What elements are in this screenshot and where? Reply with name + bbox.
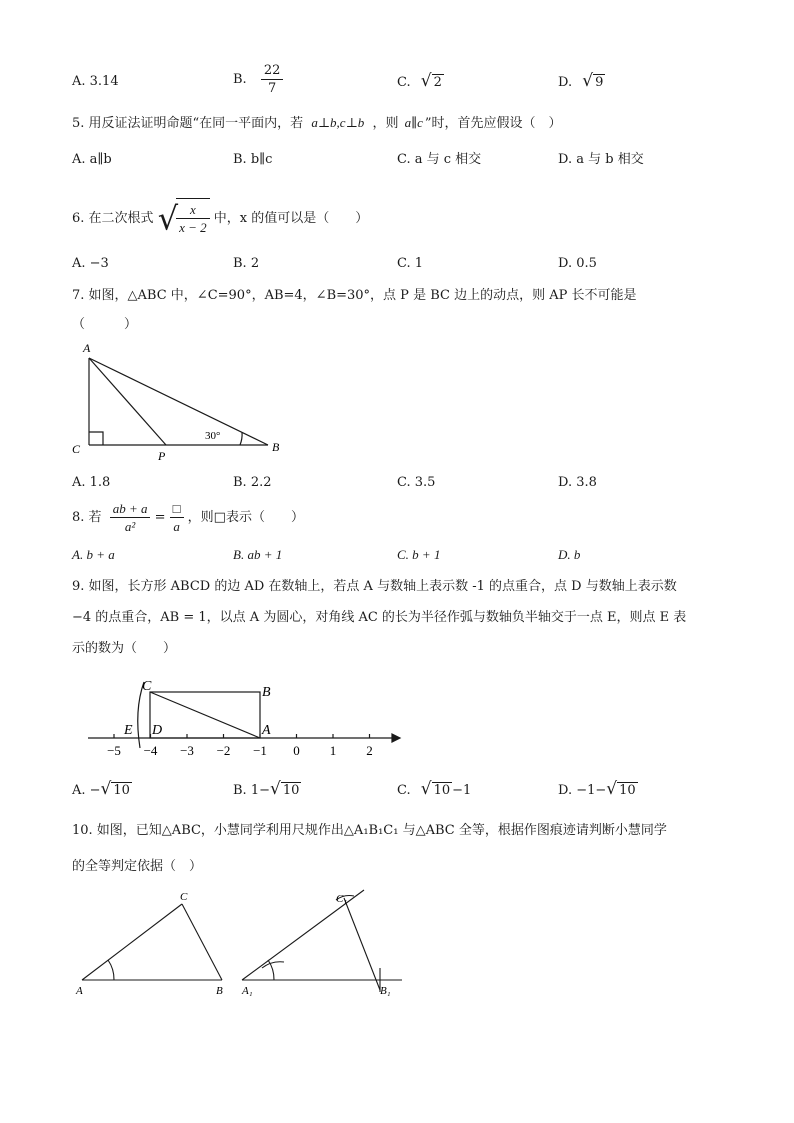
q5-text-a: 5. 用反证法证明命题“在同一平面内，若 [72,116,304,131]
q8-option-b[interactable]: B. ab + 1 [233,547,283,562]
q4-option-c[interactable] [397,72,444,92]
numerator: □ [170,500,184,518]
q10-stem-line1: 10. 如图，已知△ABC，小慧同学利用尺规作出△A₁B₁C₁ 与△ABC 全等，根据作图痕迹请判断小慧同学 [72,823,667,838]
right-side-cb [344,898,380,990]
radical-body [176,198,210,239]
radicand: 2 [433,75,442,90]
q5-text-c: ”时，首先应假设（ ） [424,116,562,131]
label-a: A [83,341,91,355]
numerator: x [176,201,210,219]
sqrt-sign: √ [269,779,281,799]
axis-tick-label: −4 [143,743,158,758]
q7-option-c[interactable]: C. 3.5 [397,475,436,490]
lhs-fraction [110,500,151,535]
q7-stem-line2: （ ） [72,317,138,332]
left-label-c: C [180,891,188,903]
q9-figure [80,670,410,765]
q9-option-c[interactable] [397,780,471,800]
option-label: C. [397,75,411,90]
q6-radical [158,198,210,239]
axis-tick-label: −3 [180,743,194,758]
option-suffix: −1 [452,783,472,798]
axis-tick-label: 0 [293,743,300,758]
sqrt-sign: √ [157,199,179,238]
q4-option-a[interactable]: A. 3.14 [72,74,119,89]
diagonal-ac [150,692,260,738]
left-label-b: B [216,985,223,997]
radicand: 10 [433,783,451,798]
option-label: D. [558,75,573,90]
angle-label: 30° [205,430,221,442]
numerator: 22 [261,62,284,80]
side-ab [89,358,268,445]
q6-suffix: 中，x 的值可以是（ ） [213,211,369,226]
axis-tick-label: −2 [216,743,231,758]
q8-option-a[interactable]: A. b + a [72,547,115,562]
q7-stem-line1: 7. 如图，△ABC 中，∠C=90°，AB=4，∠B=30°，点 P 是 BC 边上的动点，则 AP 长不可能是 [72,288,637,303]
q5-condition: a⊥b,c⊥b [311,115,365,130]
q5-option-c[interactable]: C. a 与 c 相交 [397,152,482,167]
q9-stem-line3: 示的数为（ ） [72,641,177,656]
q8-option-d[interactable]: D. b [558,547,581,562]
q5-option-d[interactable]: D. a 与 b 相交 [558,152,644,167]
right-angle-mark [89,432,103,445]
q4-option-b[interactable] [233,62,283,97]
equals-sign: = [154,510,166,525]
denominator: a [173,519,180,534]
label-c: C [72,442,81,456]
q8-option-c[interactable]: C. b + 1 [397,547,441,562]
sqrt-sign: √ [582,71,594,91]
label-a: A [262,723,271,738]
left-arc-a [108,960,114,980]
numerator: ab + a [110,500,151,518]
axis-tick-label: −1 [253,743,267,758]
q6-option-d[interactable]: D. 0.5 [558,256,597,271]
option-label: B. 1− [233,783,270,798]
axis-arrow [392,734,400,742]
q7-option-b[interactable]: B. 2.2 [233,475,272,490]
right-label-b: B₁ [380,985,391,997]
label-c: C [142,679,152,694]
q5-text-b: ，则 [372,116,399,131]
label-b: B [272,440,280,454]
denominator: 7 [267,81,277,96]
q5-stem [72,114,562,133]
q6-prefix: 6. 在二次根式 [72,211,154,226]
q6-stem [72,198,368,239]
fraction [261,62,284,97]
fraction [176,201,210,236]
right-label-c: C₁ [336,893,348,905]
angle-arc [240,432,242,445]
q6-option-a[interactable]: A. −3 [72,256,109,271]
q9-stem-line1: 9. 如图，长方形 ABCD 的边 AD 在数轴上，若点 A 与数轴上表示数 -1 的点重合，点 D 与数轴上表示数 [72,579,677,594]
q5-option-a[interactable]: A. a∥b [72,152,112,167]
q9-option-a[interactable] [72,780,132,800]
axis-tick-label: 2 [366,743,373,758]
q7-option-a[interactable]: A. 1.8 [72,475,111,490]
radicand: 10 [113,783,130,798]
sqrt-sign: √ [420,71,432,91]
rhs-fraction [170,500,184,535]
q6-option-b[interactable]: B. 2 [233,256,260,271]
left-side-cb [182,904,222,980]
q10-figure [74,888,414,1003]
q7-figure [70,340,300,465]
option-label: B. [233,72,247,87]
label-b: B [262,685,271,700]
right-label-a: A₁ [242,985,253,997]
sqrt-sign: √ [420,779,432,799]
radicand: 10 [282,783,300,798]
option-label: C. [397,783,411,798]
q9-option-b[interactable] [233,780,301,800]
sqrt-sign: √ [606,779,618,799]
q9-stem-line2: −4 的点重合，AB = 1，以点 A 为圆心，对角线 AC 的长为半径作弧与数轴负半轴交于一点 E，则点 E 表 [72,610,687,625]
q7-option-d[interactable]: D. 3.8 [558,475,597,490]
q8-prefix: 8. 若 [72,510,102,525]
axis-tick-label: 1 [329,743,337,758]
q8-stem [72,500,304,536]
denominator: a² [124,519,136,534]
q5-option-b[interactable]: B. b∥c [233,152,273,167]
q5-conclusion: a∥c [404,115,423,130]
q8-suffix: ，则□表示（ ） [187,510,304,525]
axis-tick-label: −5 [107,743,121,758]
label-d: D [152,723,163,738]
q4-option-d[interactable] [558,72,605,92]
radicand: 9 [595,75,604,90]
option-label: A. − [72,783,101,798]
option-label: D. −1− [558,783,607,798]
radicand: 10 [619,783,636,798]
label-p: P [158,449,166,463]
sqrt-sign: √ [100,779,112,799]
left-label-a: A [76,985,83,997]
q6-option-c[interactable]: C. 1 [397,256,424,271]
q10-stem-line2: 的全等判定依据（ ） [72,859,203,874]
q9-option-d[interactable] [558,780,638,800]
left-side-ac [82,904,182,980]
denominator: x − 2 [179,220,207,235]
label-e: E [124,723,133,738]
